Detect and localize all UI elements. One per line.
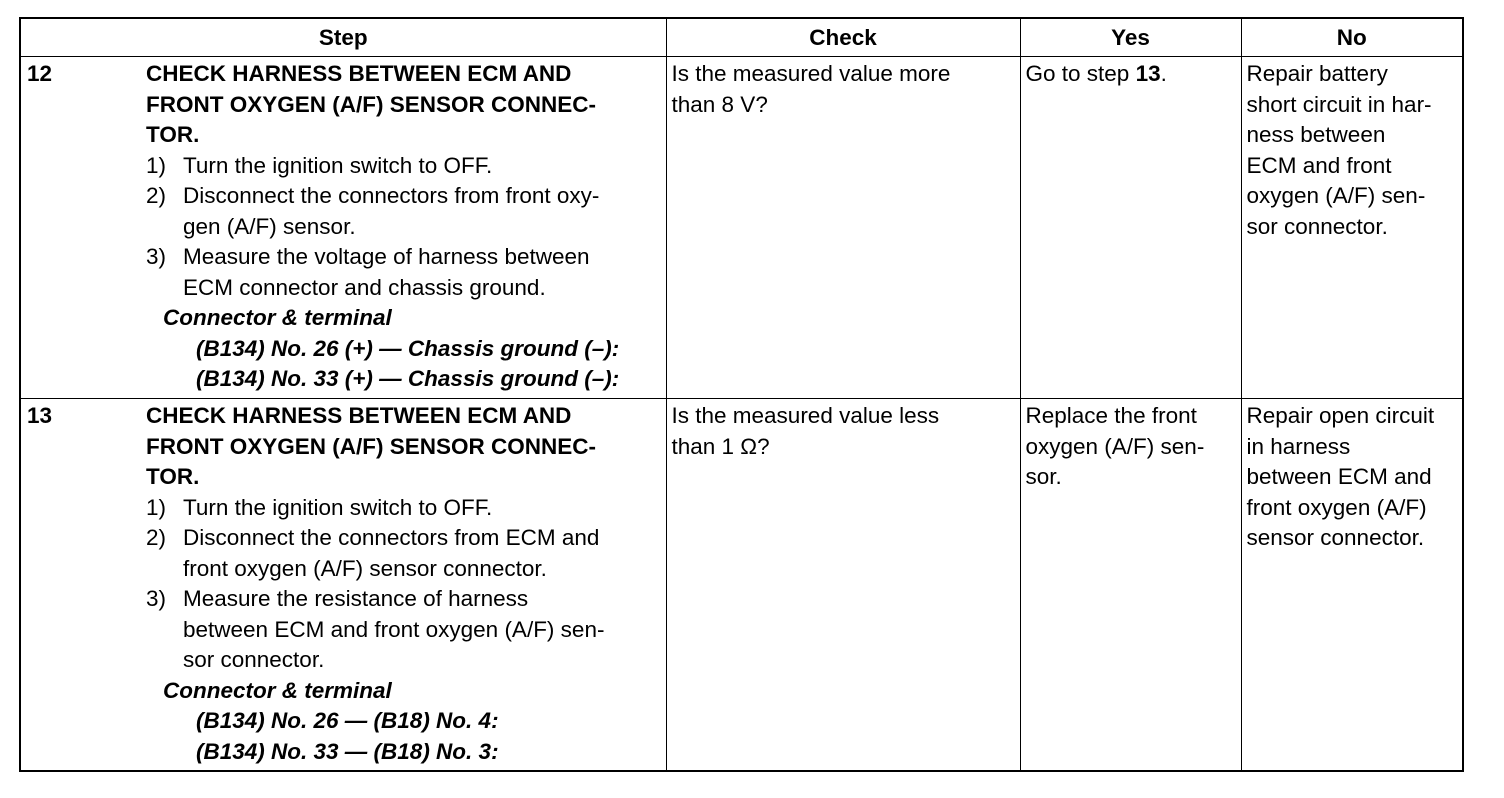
connector-terminal-line: (B134) No. 33 — (B18) No. 3: <box>196 738 499 764</box>
no-line: ECM and front <box>1246 152 1392 178</box>
yes-suffix: . <box>1160 61 1167 86</box>
yes-text: Go to step <box>1025 61 1136 86</box>
header-check: Check <box>666 18 1020 57</box>
no-line: sor connector. <box>1246 213 1388 239</box>
substep-line: Measure the resistance of harness <box>183 586 529 611</box>
step-cell <box>20 57 666 399</box>
header-row <box>20 18 1463 57</box>
check-line: Is the measured value more <box>671 61 951 86</box>
step-title-line: CHECK HARNESS BETWEEN ECM AND <box>146 403 572 428</box>
check-cell <box>666 399 1020 771</box>
substep <box>146 523 662 584</box>
step-title-line: TOR. <box>146 122 200 147</box>
yes-line: oxygen (A/F) sen- <box>1025 433 1205 459</box>
no-cell <box>1241 57 1463 399</box>
check-cell <box>666 57 1020 399</box>
yes-cell <box>1020 399 1241 771</box>
substep-line: Measure the voltage of harness between <box>183 244 590 269</box>
substep <box>146 181 662 242</box>
substep-text <box>183 181 662 242</box>
header-no: No <box>1241 18 1463 57</box>
substep-line: between ECM and front oxygen (A/F) sen- <box>183 616 605 642</box>
connector-terminal-line: (B134) No. 33 (+) — Chassis ground (–): <box>196 366 620 391</box>
step-title <box>146 59 662 151</box>
step-cell <box>20 399 666 771</box>
step-number: 12 <box>27 61 53 86</box>
table-row <box>20 57 1463 399</box>
yes-line: sor. <box>1025 464 1062 489</box>
connector-title: Connector & terminal <box>163 677 392 703</box>
no-cell <box>1241 399 1463 771</box>
substep-number: 2) <box>146 183 167 208</box>
step-number: 13 <box>27 403 53 428</box>
step-reference: 13 <box>1135 61 1161 86</box>
substep-line: ECM connector and chassis ground. <box>183 274 546 300</box>
no-line: short circuit in har- <box>1246 91 1432 117</box>
no-line: oxygen (A/F) sen- <box>1246 183 1426 208</box>
substep-text <box>183 242 662 303</box>
connector-title: Connector & terminal <box>163 305 392 330</box>
step-title-line: FRONT OXYGEN (A/F) SENSOR CONNEC- <box>146 433 597 459</box>
no-line: Repair battery <box>1246 61 1388 86</box>
no-line: sensor connector. <box>1246 525 1425 550</box>
header-step: Step <box>20 18 666 57</box>
check-line: Is the measured value less <box>671 403 940 428</box>
substep-line: Disconnect the connectors from ECM and <box>183 525 600 550</box>
substep-line: Turn the ignition switch to OFF. <box>183 152 493 178</box>
substep-text <box>183 584 662 676</box>
no-line: between ECM and <box>1246 464 1432 489</box>
yes-line: Replace the front <box>1025 403 1197 428</box>
step-title-line: FRONT OXYGEN (A/F) SENSOR CONNEC- <box>146 91 597 117</box>
yes-cell <box>1020 57 1241 399</box>
substep-number: 1) <box>146 494 167 520</box>
step-title <box>146 401 662 493</box>
connector-terminal-line: (B134) No. 26 (+) — Chassis ground (–): <box>196 335 620 361</box>
substep-number: 1) <box>146 152 167 178</box>
no-line: Repair open circuit <box>1246 403 1435 428</box>
substep-text <box>183 151 662 182</box>
step-title-line: CHECK HARNESS BETWEEN ECM AND <box>146 61 572 86</box>
diagnostic-table <box>19 17 1464 772</box>
substep-number: 2) <box>146 525 167 550</box>
substep-number: 3) <box>146 586 167 611</box>
substep-text <box>183 493 662 524</box>
check-line: than 1 Ω? <box>671 433 770 459</box>
substep-line: Turn the ignition switch to OFF. <box>183 494 493 520</box>
substep-line: Disconnect the connectors from front oxy- <box>183 183 600 208</box>
substep-line: gen (A/F) sensor. <box>183 213 356 239</box>
connector-terminal-line: (B134) No. 26 — (B18) No. 4: <box>196 708 499 733</box>
table-row <box>20 399 1463 771</box>
no-line: in harness <box>1246 433 1351 459</box>
step-title-line: TOR. <box>146 464 200 489</box>
substep <box>146 151 662 182</box>
substep <box>146 584 662 676</box>
substep-number: 3) <box>146 244 167 269</box>
no-line: ness between <box>1246 122 1386 147</box>
check-line: than 8 V? <box>671 91 768 117</box>
step-body <box>146 57 666 395</box>
no-line: front oxygen (A/F) <box>1246 494 1427 520</box>
step-body <box>146 399 666 767</box>
header-yes: Yes <box>1020 18 1241 57</box>
substep-line: front oxygen (A/F) sensor connector. <box>183 555 547 581</box>
substep-text <box>183 523 662 584</box>
substep <box>146 493 662 524</box>
substep <box>146 242 662 303</box>
substep-line: sor connector. <box>183 647 325 672</box>
